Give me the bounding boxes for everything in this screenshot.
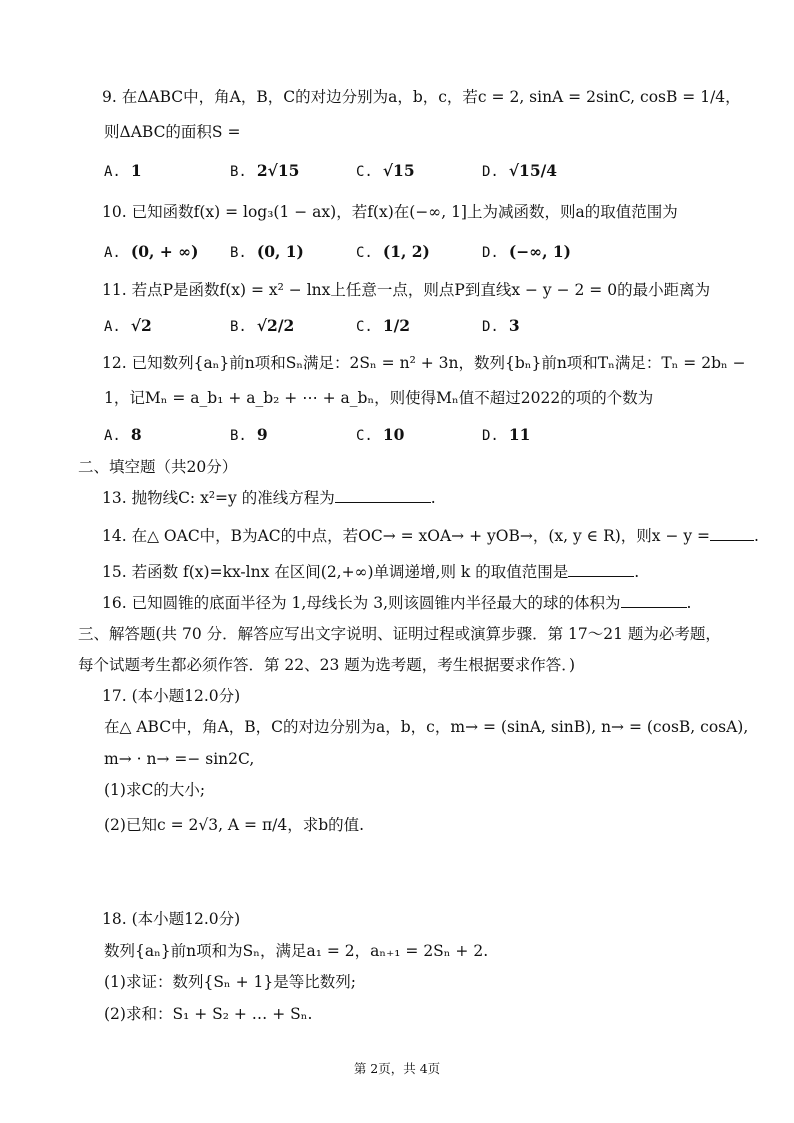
q10-option-b: B. (0, 1) [230, 242, 304, 261]
q9-options [104, 160, 744, 186]
q11-option-c: C. 1/2 [356, 316, 411, 335]
q16-period: . [686, 594, 692, 612]
q13-text: 13. 抛物线C: x²=y 的准线方程为 [102, 489, 335, 507]
q14-line [102, 525, 759, 547]
q9-option-a: A. 1 [104, 161, 142, 180]
section3-heading-line2: 每个试题考生都必须作答．第 22、23 题为选考题，考生根据要求作答．) [78, 656, 576, 674]
q11-option-d: D. 3 [482, 316, 520, 335]
q9-option-c: C. √15 [356, 161, 415, 180]
q12-line2: 1，记Mₙ = a_b₁ + a_b₂ + ⋯ + a_bₙ，则使得Mₙ值不超过2022的项的个数为 [104, 389, 654, 407]
section2-heading: 二、填空题（共20分） [78, 458, 238, 476]
q10-option-d: D. (−∞, 1) [482, 242, 572, 261]
q16-text: 16. 已知圆锥的底面半径为 1,母线长为 3,则该圆锥内半径最大的球的体积为 [102, 594, 621, 612]
q9-line1: 9. 在ΔABC中，角A，B，C的对边分别为a，b，c，若c = 2, sinA = 2sinC, cosB = 1/4， [102, 88, 741, 106]
page-footer: 第 2页，共 4页 [353, 1061, 441, 1076]
q12-option-d: D. 11 [482, 425, 531, 444]
q13-blank [335, 487, 431, 503]
q16-line [102, 592, 734, 614]
q11-options [104, 315, 744, 341]
q10-options [104, 241, 744, 267]
q10-option-a: A. (0, + ∞) [104, 242, 199, 261]
q11-line: 11. 若点P是函数f(x) = x² − lnx上任意一点，则点P到直线x − y − 2 = 0的最小距离为 [102, 281, 711, 299]
section3-heading-line1: 三、解答题(共 70 分．解答应写出文字说明、证明过程或演算步骤．第 17～21 题为必考题， [78, 625, 721, 643]
q15-text: 15. 若函数 f(x)=kx-lnx 在区间(2,+∞)单调递增,则 k 的取值范围是 [102, 563, 569, 581]
q18-part2: (2)求和：S₁ + S₂ + … + Sₙ. [104, 1005, 313, 1023]
q17-line2: m→ · n→ =− sin2C, [104, 750, 255, 768]
q18-title: 18. (本小题12.0分) [102, 910, 241, 928]
q14-blank [710, 525, 754, 541]
q17-line1: 在△ ABC中，角A，B，C的对边分别为a，b，c，m→ = (sinA, sinB), n→ = (cosB, cosA), [104, 718, 749, 736]
q17-part2: (2)已知c = 2√3, A = π/4，求b的值. [104, 816, 365, 834]
q12-option-a: A. 8 [104, 425, 142, 444]
q17-title: 17. (本小题12.0分) [102, 687, 241, 705]
q13-line [102, 487, 734, 509]
q12-option-b: B. 9 [230, 425, 268, 444]
q12-option-c: C. 10 [356, 425, 405, 444]
q9-line2: 则ΔABC的面积S = [104, 123, 241, 141]
q9-option-d: D. √15/4 [482, 161, 558, 180]
q14-text: 14. 在△ OAC中，B为AC的中点，若OC→ = xOA→ + yOB→，(x, y ∈ R)，则x − y = [102, 527, 711, 545]
q18-line1: 数列{aₙ}前n项和为Sₙ，满足a₁ = 2，aₙ₊₁ = 2Sₙ + 2. [104, 942, 489, 960]
q17-part1: (1)求C的大小; [104, 781, 206, 799]
q9-option-b: B. 2√15 [230, 161, 300, 180]
q15-line [102, 561, 734, 583]
q15-period: . [634, 563, 640, 581]
q10-option-c: C. (1, 2) [356, 242, 430, 261]
q18-part1: (1)求证：数列{Sₙ + 1}是等比数列; [104, 973, 356, 991]
q13-period: . [430, 489, 436, 507]
q10-line: 10. 已知函数f(x) = log₃(1 − ax)，若f(x)在(−∞, 1]上为减函数，则a的取值范围为 [102, 203, 678, 221]
q11-option-b: B. √2/2 [230, 316, 295, 335]
q14-period: . [754, 527, 759, 545]
q15-blank [568, 561, 634, 577]
q12-line1: 12. 已知数列{aₙ}前n项和Sₙ满足：2Sₙ = n² + 3n，数列{bₙ}前n项和Tₙ满足：Tₙ = 2bₙ − [102, 354, 746, 372]
q11-option-a: A. √2 [104, 316, 152, 335]
q16-blank [621, 592, 687, 608]
q12-options [104, 424, 744, 450]
